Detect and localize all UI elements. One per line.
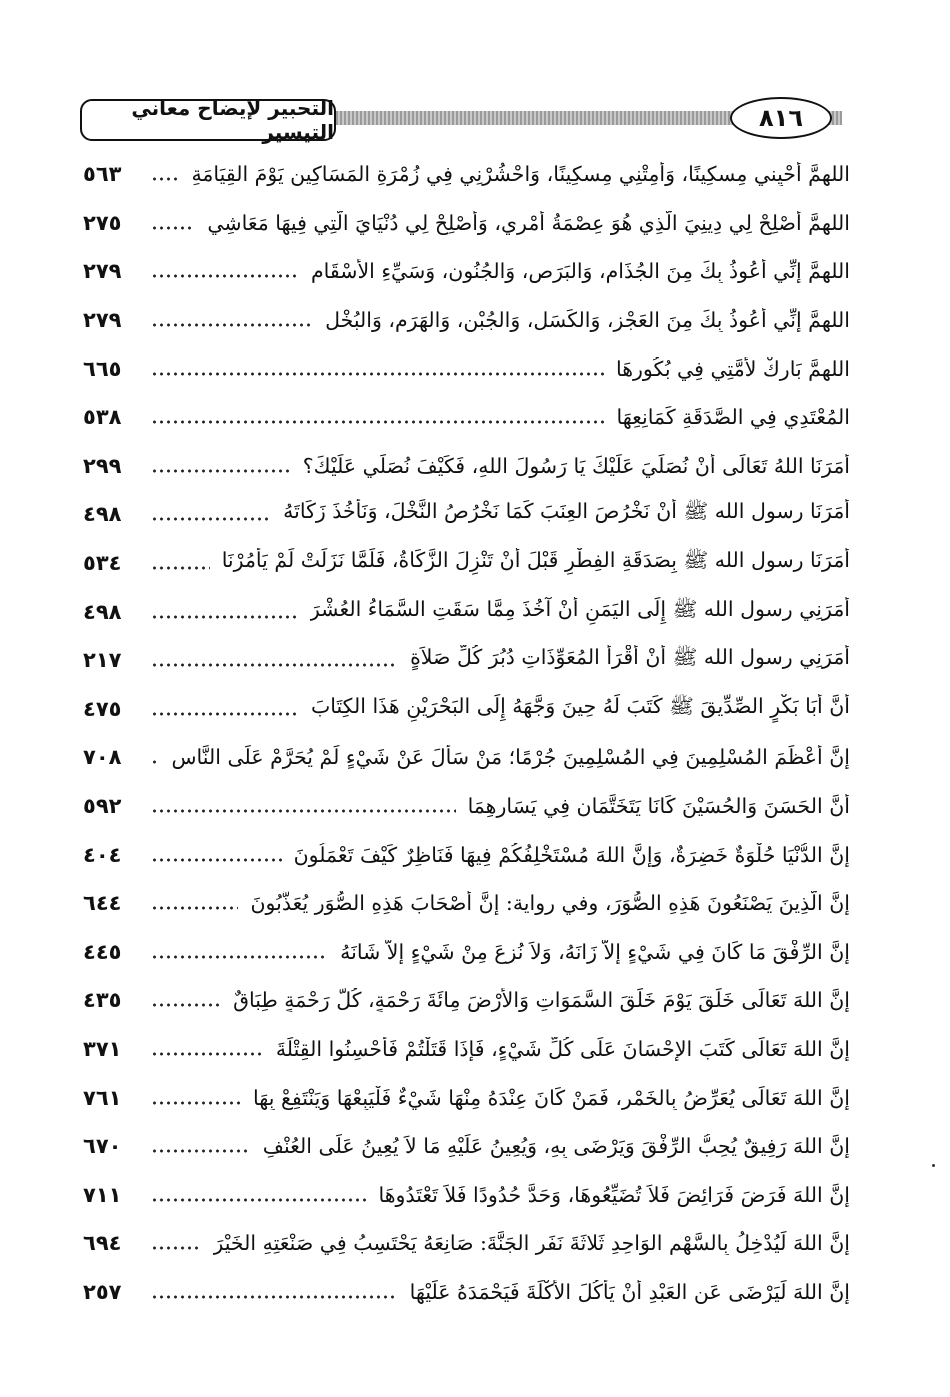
dot-leader [151,1149,251,1153]
dot-leader [151,177,179,181]
entry-page-number: ٥٣٤ [83,551,122,576]
entry-text: المُعْتَدِي فِي الصَّدَقَةِ كَمَانِعِهَا [616,405,850,430]
dot-leader [151,1101,241,1105]
index-entry [83,1268,850,1317]
index-entry [83,539,850,588]
entry-text: إِنَّ اللهَ فَرَضَ فَرَائِضَ فَلاَ تُضَيِّعُوهَا، وَحَدَّ حُدُودًا فَلاَ تَعْتَدُوهَا [378,1182,850,1207]
dot-leader [151,566,210,570]
entry-text: اللهمَّ أَصْلِحْ لِي دِينِيَ الَّذِي هُوَ عِصْمَةُ أَمْرِي، وَأَصْلِحْ لِي دُنْيَايَ الَّتِي فِيهَا مَعَاشِي [207,210,850,235]
entry-text: أَمَرَنَا اللهُ تَعَالَى أَنْ نُصَلِّيَ عَلَيْكَ يَا رَسُولَ اللهِ، فَكَيْفَ نُصَلِّي عَلَيْكَ؟ [302,453,850,478]
index-entry [83,733,850,782]
stray-dot-mark [932,1164,935,1167]
entry-text: أَنَّ أَبَا بَكْرٍ الصِّدِّيقَ ﷺ كَتَبَ لَهُ حِينَ وَجَّهَهُ إِلَى البَحْرَيْنِ هَذَا الكِتَابَ [310,693,850,718]
index-entry [83,879,850,928]
dot-leader [151,858,282,862]
dot-leader [151,323,313,327]
dot-leader [151,372,604,376]
dot-leader [151,420,604,424]
entry-page-number: ٧٦١ [83,1085,122,1110]
entry-page-number: ٢٩٩ [83,453,122,478]
index-entries-list [83,150,850,1316]
index-entry [83,1025,850,1074]
dot-leader [151,809,456,813]
entry-page-number: ٤٤٥ [83,939,122,964]
entry-page-number: ٦٤٤ [83,891,122,916]
entry-text: اللهمَّ أَحْيِني مِسكِينًا، وَأَمِتْنِي مِسكِينًا، وَاحْشُرْنِي فِي زُمْرَةِ المَسَاكِينِ يَوْمَ القِيَامَةِ [191,162,850,187]
dot-leader [151,1198,366,1202]
entry-page-number: ٤٠٤ [83,842,122,867]
page-number: ٨١٦ [759,104,803,132]
dot-leader [151,906,238,910]
index-entry [83,344,850,393]
entry-text: إِنَّ اللهَ لَيَرْضَى عَنِ العَبْدِ أَنْ يَأْكُلَ الأَكْلَةَ فَيَحْمَدَهُ عَلَيْهَا [409,1279,850,1304]
entry-text: إِنَّ الرِّفْقَ مَا كَانَ فِي شَيْءٍ إِلاَّ زَانَهُ، وَلاَ نُزِعَ مِنْ شَيْءٍ إِلاَّ شَانَهُ [340,939,850,964]
entry-page-number: ٤٩٨ [83,502,122,527]
entry-text: أَمَرَنَا رسول الله ﷺ بِصَدَقَةِ الفِطْرِ قَبْلَ أَنْ تَنْزِلَ الزَّكَاةُ، فَلَمَّا نَزَلَتْ لَمْ يَأْمُرْنَا [221,548,850,573]
entry-page-number: ٧١١ [83,1182,122,1207]
entry-text: أَمَرَنِي رسول الله ﷺ إِلَى اليَمَنِ أَنْ آخُذَ مِمَّا سَقَتِ السَّمَاءُ العُشْرَ [309,596,850,621]
index-entry [83,150,850,199]
dot-leader [151,1003,221,1007]
entry-page-number: ٤٩٨ [83,599,122,624]
index-entry [83,1122,850,1171]
dot-leader [151,274,299,278]
dot-leader [151,663,398,667]
entry-text: إِنَّ اللهَ لَيُدْخِلُ بِالسَّهْمِ الوَاحِدِ ثَلاثَةَ نَفَرٍ الجَنَّةَ: صَانِعَهُ يَحْتَسِبُ فِي صَنْعَتِهِ الخَيْرَ [213,1231,850,1256]
entry-page-number: ٢٧٥ [83,210,122,235]
page-number-oval [730,97,832,139]
entry-page-number: ٧٠٨ [83,745,122,770]
entry-text: أَمَرَنِي رسول الله ﷺ أَنْ أَقْرَأَ المُعَوِّذَاتِ دُبُرَ كُلِّ صَلاَةٍ [410,645,850,670]
index-entry [83,296,850,345]
entry-page-number: ٢٥٧ [83,1279,122,1304]
index-entry [83,199,850,248]
dot-leader [151,760,160,764]
index-entry [83,490,850,539]
entry-page-number: ٢١٧ [83,648,122,673]
entry-text: أَمَرَنَا رسول الله ﷺ أَنْ نَخْرُصَ العِنَبَ كَمَا نَخْرُصُ النَّخْلَ، وَنَأْخُذَ زَكَاتَهُ [283,499,850,524]
index-entry [83,976,850,1025]
index-entry [83,587,850,636]
index-entry [83,247,850,296]
entry-page-number: ٢٧٩ [83,308,122,333]
entry-page-number: ٣٧١ [83,1036,122,1061]
entry-text: اللهمَّ بَارِكْ لأُمَّتِي فِي بُكُورِهَا [615,356,850,381]
index-entry [83,636,850,685]
entry-page-number: ٦٦٥ [83,356,122,381]
book-title: التحبير لإيضاح معاني التيسير [131,96,334,144]
dot-leader [151,1052,264,1056]
index-entry [83,830,850,879]
book-title-box [80,96,336,144]
index-entry [83,1170,850,1219]
entry-page-number: ٢٧٩ [83,259,122,284]
entry-text: إِنَّ الَّذِينَ يَصْنَعُونَ هَذِهِ الصُّوَرَ، وفي رواية: إِنَّ أَصْحَابَ هَذِهِ الصُّوَرِ يُعَذَّبُونَ [250,891,850,916]
entry-text: أَنَّ الحَسَنَ وَالحُسَيْنَ كَانَا يَتَخَتَّمَانِ فِي يَسَارِهِمَا [467,794,850,819]
dot-leader [151,615,298,619]
entry-text: إِنَّ الدُّنْيَا حُلْوَةٌ خَضِرَةٌ، وَإِنَّ اللهَ مُسْتَخْلِفُكُمْ فِيهَا فَنَاظِرٌ كَيْفَ تَعْمَلُونَ [293,842,850,867]
index-entry [83,393,850,442]
entry-page-number: ٤٣٥ [83,988,122,1013]
dot-leader [151,1246,201,1250]
page-header [80,95,842,144]
entry-text: إِنَّ اللهَ تَعَالَى يُعَرِّضُ بِالخَمْرِ، فَمَنْ كَانَ عِنْدَهُ مِنْهَا شَيْءٌ فَلْيَبِعْهَا وَيَنْتَفِعْ بِهَا [253,1085,850,1110]
dot-leader [151,469,291,473]
entry-text: إِنَّ اللهَ تَعَالَى كَتَبَ الإِحْسَانَ عَلَى كُلِّ شَيْءٍ، فَإِذَا قَتَلْتُمْ فَأَحْسِنُوا القِتْلَةَ [275,1036,850,1061]
entry-text: إِنَّ أَعْظَمَ المُسْلِمِينَ فِي المُسْلِمِينَ جُرْمًا؛ مَنْ سَأَلَ عَنْ شَيْءٍ لَمْ يُحَرَّمْ عَلَى النَّاسِ [171,745,850,770]
entry-page-number: ٥٣٨ [83,405,122,430]
dot-leader [151,226,195,230]
dot-leader [151,1295,398,1299]
index-entry [83,442,850,491]
entry-page-number: ٦٧٠ [83,1134,122,1159]
entry-text: إِنَّ اللهَ رَفِيقٌ يُحِبُّ الرِّفْقَ وَيَرْضَى بِهِ، وَيُعِينُ عَلَيْهِ مَا لاَ يُعِينُ عَلَى العُنْفِ [262,1134,850,1159]
dot-leader [151,517,271,521]
entry-text: اللهمَّ إِنِّي أَعُوذُ بِكَ مِنَ الجُذَامِ، وَالبَرَصِ، وَالجُنُونِ، وَسَيِّءِ الأَسْقَامِ [310,259,850,284]
index-entry [83,928,850,977]
entry-page-number: ٦٩٤ [83,1231,122,1256]
index-entry [83,1219,850,1268]
entry-page-number: ٤٧٥ [83,696,122,721]
index-entry [83,1073,850,1122]
index-entry [83,782,850,831]
entry-page-number: ٥٦٣ [83,162,122,187]
entry-page-number: ٥٩٢ [83,794,122,819]
index-entry [83,685,850,734]
entry-text: إِنَّ اللهَ تَعَالَى خَلَقَ يَوْمَ خَلَقَ السَّمَوَاتِ وَالأَرْضَ مِائَةَ رَحْمَةٍ، كُلُّ رَحْمَةٍ طِبَاقٌ [233,988,850,1013]
entry-text: اللهمَّ إِنِّي أَعُوذُ بِكَ مِنَ العَجْزِ، وَالكَسَلِ، وَالجُبْنِ، وَالهَرَمِ، وَالبُخْلِ [325,308,850,333]
dot-leader [151,955,328,959]
dot-leader [151,712,299,716]
